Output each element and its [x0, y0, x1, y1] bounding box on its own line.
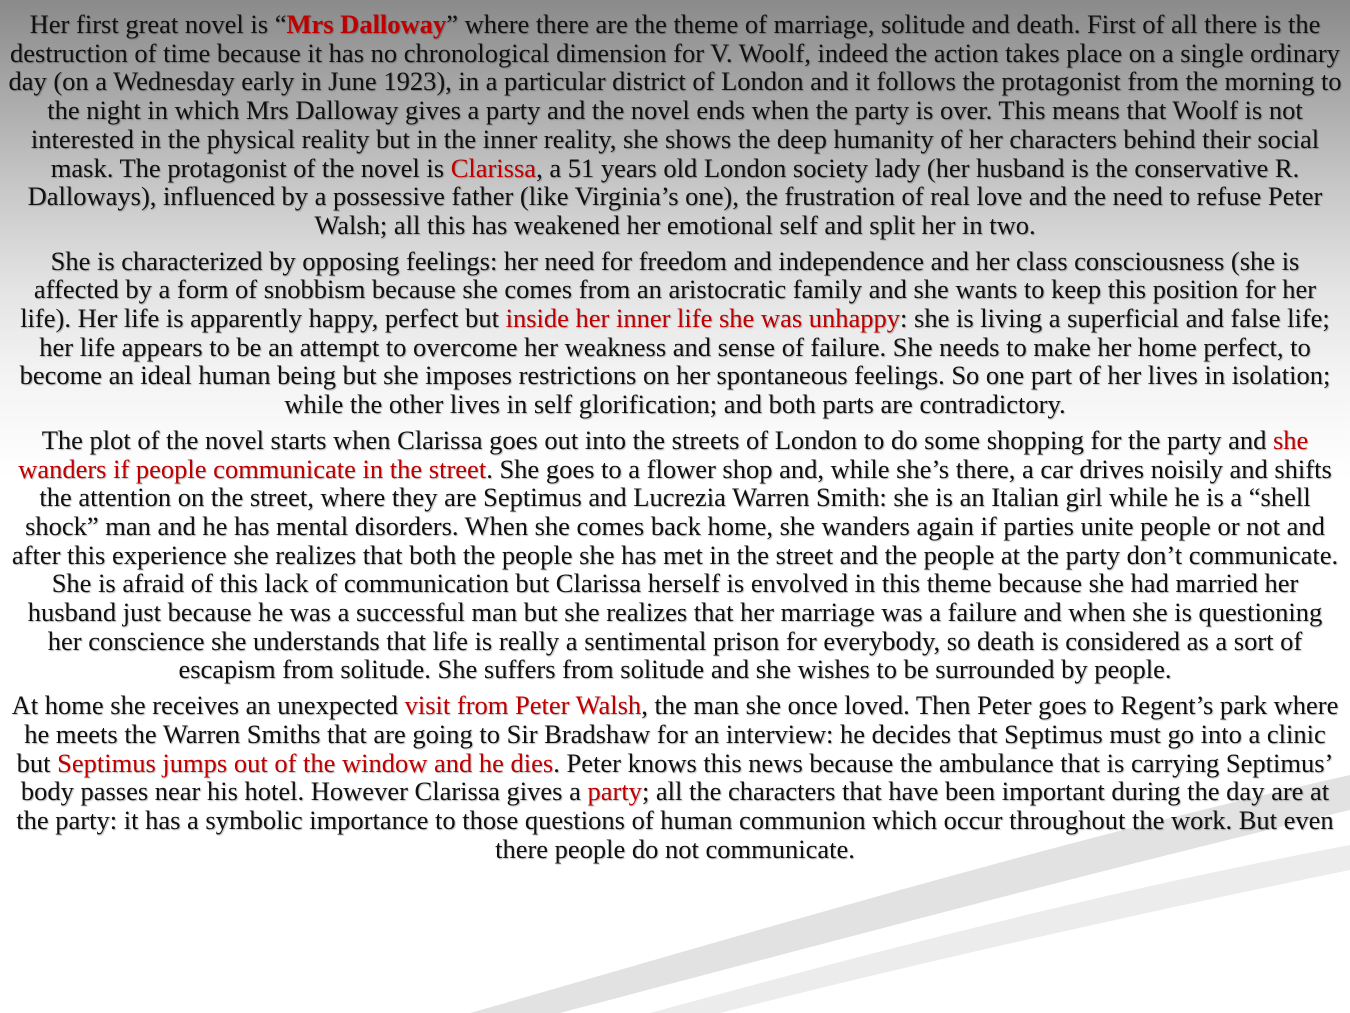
text-segment: The plot of the novel starts when Clarissa goes out into the streets of London to do some shopping for the party and — [41, 424, 1273, 455]
highlighted-phrase: Clarissa — [450, 152, 537, 183]
text-segment: , the man she once loved. Then Peter goes to Regent’s park where he meets the Warren Smiths that are going to Sir Bradshaw for an interview: he decides that Septimus must go into a clinic but — [16, 690, 1339, 778]
paragraph-intro — [8, 10, 1342, 240]
text-segment: Her first great novel is “ — [29, 9, 287, 39]
text-segment: , a 51 years old London society lady (her husband is the conservative R. Dalloways), influenced by a possessive father (like Virginia’s one), the frustration of real love and the need to refuse Peter Walsh; all this has weakened her emotional self and split her in two. — [27, 152, 1323, 240]
highlighted-phrase: Septimus jumps out of the window and he dies — [57, 747, 554, 778]
highlighted-phrase: Mrs Dalloway — [286, 9, 447, 39]
text-segment: . She goes to a flower shop and, while she’s there, a car drives noisily and shifts the attention on the street, where they are Septimus and Lucrezia Warren Smith: she is an Italian girl while he is a “shell shock” man and he has mental disorders. When she comes back home, she wanders again if parties unite people or not and after this experience she realizes that both the people she has met in the street and the people at the party don’t communicate. She is afraid of this lack of communication but Clarissa herself is envolved in this theme because she had married her husband just because he was a successful man but she realizes that her marriage was a failure and when she is questioning her conscience she understands that life is really a sentimental prison for everybody, so death is considered as a sort of escapism from solitude. She suffers from solitude and she wishes to be surrounded by people. — [11, 453, 1339, 685]
highlighted-phrase: inside her inner life she was unhappy — [505, 303, 901, 334]
text-segment: ; all the characters that have been important during the day are at the party: it has a symbolic importance to those questions of human communion which occur throughout the work. But even there people do not communicate. — [16, 776, 1334, 864]
highlighted-phrase: party — [587, 776, 642, 807]
text-segment: ” where there are the theme of marriage, solitude and death. First of all there is the destruction of time because it has no chronological dimension for V. Woolf, indeed the action takes place on a single ordinary day (on a Wednesday early in June 1923), in a particular district of London and it follows the protagonist from the morning to the night in which Mrs Dalloway gives a party and the novel ends when the party is over. This means that Woolf is not interested in the physical reality but in the inner reality, she shows the deep humanity of her characters behind their social mask. The protagonist of the novel is — [8, 9, 1342, 183]
paragraph-ending — [8, 691, 1342, 863]
text-segment: She is characterized by opposing feelings: her need for freedom and independence and her class consciousness (she is affected by a form of snobbism because she comes from an aristocratic family and she wants to keep this position for her life). Her life is apparently happy, perfect but — [20, 245, 1317, 334]
text-segment: : she is living a superficial and false life; her life appears to be an attempt to overcome her weakness and sense of failure. She needs to make her home perfect, to become an ideal human being but she imposes restrictions on her spontaneous feelings. So one part of her lives in isolation; while the other lives in self glorification; and both parts are contradictory. — [19, 303, 1331, 420]
paragraph-character — [8, 247, 1342, 419]
highlighted-phrase: she wanders if people communicate in the street — [18, 424, 1309, 484]
text-segment: . Peter knows this news because the ambulance that is carrying Septimus’ body passes near his hotel. However Clarissa gives a — [20, 747, 1334, 807]
slide-text-body — [8, 10, 1342, 870]
paragraph-plot — [8, 426, 1342, 684]
highlighted-phrase: visit from Peter Walsh — [404, 690, 642, 721]
text-segment: At home she receives an unexpected — [11, 690, 405, 721]
